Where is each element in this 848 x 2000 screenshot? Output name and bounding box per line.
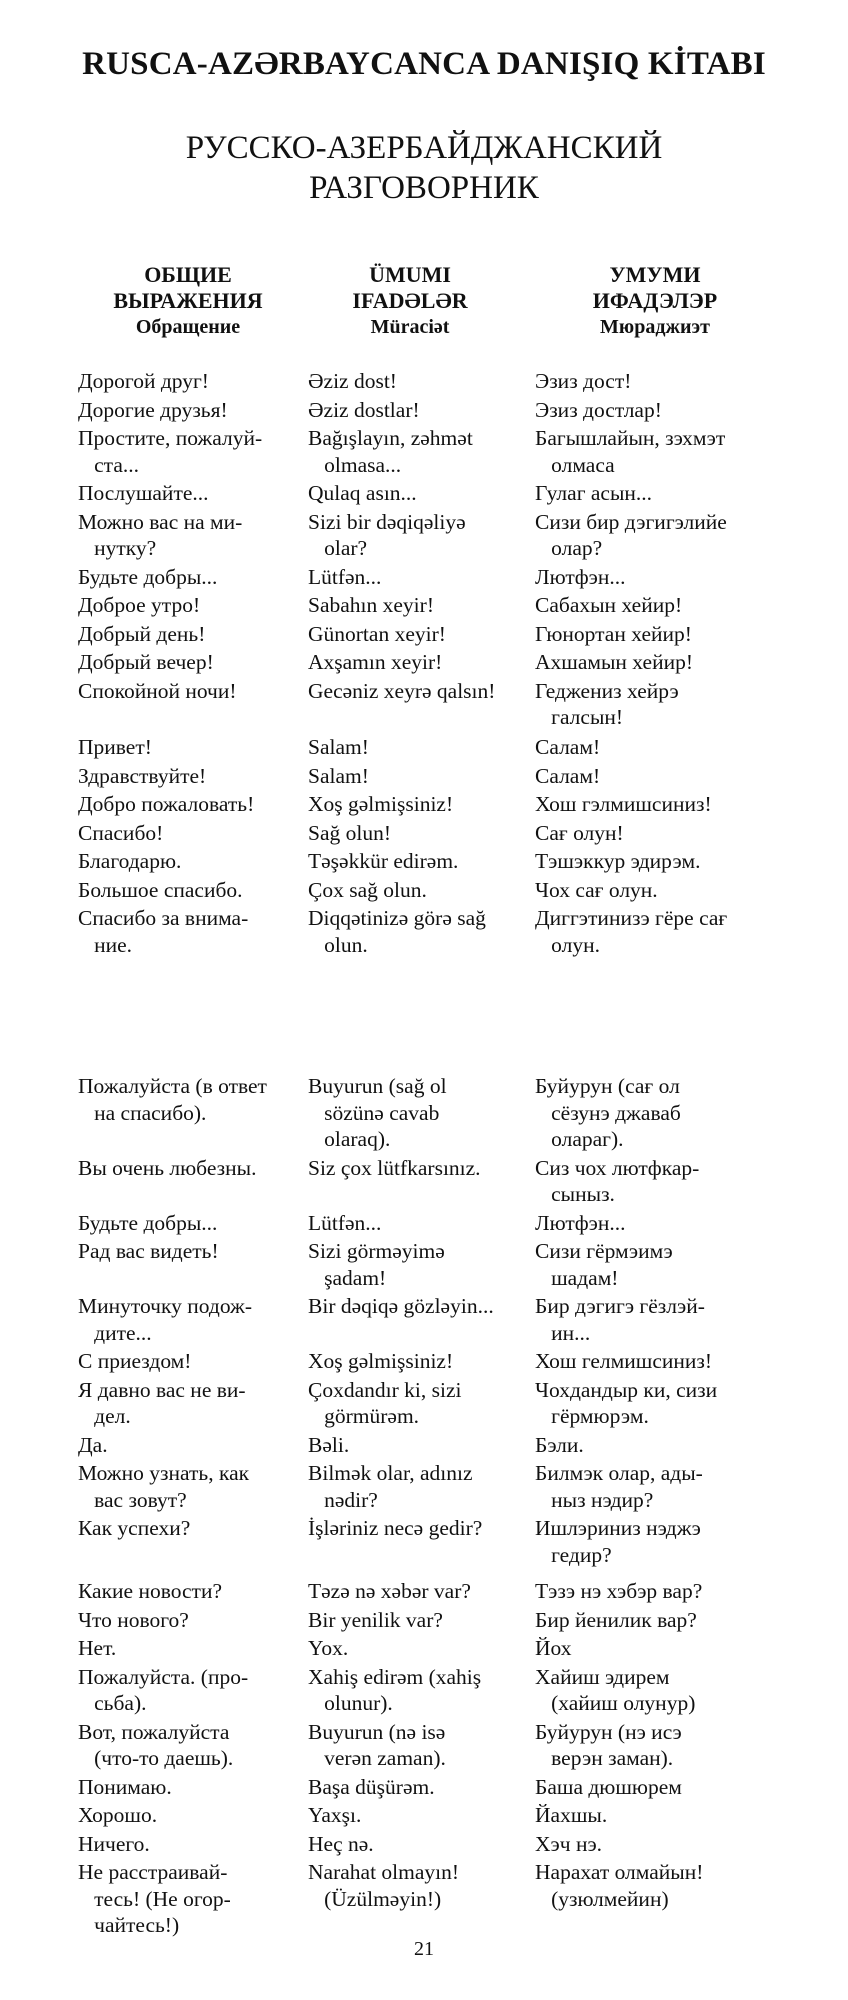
phrase-russian: Простите, пожалуй- ста... bbox=[78, 426, 263, 477]
phrase-russian: Послушайте... bbox=[78, 481, 209, 505]
phrase-russian: Привет! bbox=[78, 735, 152, 759]
phrase-row bbox=[0, 678, 848, 733]
phrase-transliteration: Сабахын хейир! bbox=[535, 593, 683, 617]
phrase-russian: Дорогие друзья! bbox=[78, 397, 228, 422]
phrase-russian: Пожалуйста. (про- сьба). bbox=[78, 1664, 249, 1715]
phrase-russian: Будьте добры... bbox=[78, 1210, 218, 1235]
column-header-russian bbox=[88, 262, 288, 340]
phrase-russian: Рад вас видеть! bbox=[78, 1239, 219, 1263]
phrase-russian: Дорогой друг! bbox=[78, 369, 209, 393]
phrase-azerbaijani: Bir dəqiqə gözləyin... bbox=[308, 1294, 494, 1318]
phrase-transliteration: Нарахат олмайын! (узюлмейин) bbox=[535, 1860, 704, 1911]
phrase-transliteration: Билмэк олар, ады- ныз нэдир? bbox=[535, 1461, 703, 1512]
phrase-azerbaijani: Bəli. bbox=[308, 1432, 350, 1457]
phrase-transliteration: Йох bbox=[535, 1636, 572, 1660]
phrase-russian: Понимаю. bbox=[78, 1774, 172, 1799]
phrase-transliteration: Гюнортан хейир! bbox=[535, 621, 692, 646]
column-header-azerbaijani bbox=[310, 262, 510, 340]
phrase-russian: Добрый день! bbox=[78, 621, 206, 646]
phrase-row bbox=[0, 1432, 848, 1461]
phrase-transliteration: Бэли. bbox=[535, 1432, 584, 1457]
column-header-line2: ИФАДЭЛЭР bbox=[592, 288, 718, 313]
phrase-russian: Я давно вас не ви- дел. bbox=[78, 1377, 246, 1428]
phrase-row bbox=[0, 1719, 848, 1774]
phrase-azerbaijani: Salam! bbox=[308, 735, 369, 759]
phrase-transliteration: Хош гэлмишсиниз! bbox=[535, 792, 712, 816]
phrase-russian: Будьте добры... bbox=[78, 564, 218, 589]
phrase-russian: Да. bbox=[78, 1432, 108, 1457]
phrase-transliteration: Баша дюшюрем bbox=[535, 1774, 682, 1799]
phrase-russian: Вот, пожалуйста (что-то даешь). bbox=[78, 1719, 234, 1770]
phrase-row bbox=[0, 763, 848, 792]
phrase-transliteration: Чохдандыр ки, сизи гёрмюрэм. bbox=[535, 1377, 718, 1428]
phrase-row bbox=[0, 1377, 848, 1432]
phrase-row bbox=[0, 1460, 848, 1515]
phrase-azerbaijani: Qulaq asın... bbox=[308, 481, 417, 505]
phrase-row bbox=[0, 397, 848, 426]
phrase-azerbaijani: Lütfən... bbox=[308, 564, 382, 589]
phrase-azerbaijani: Buyurun (sağ ol sözünə cavab olaraq). bbox=[308, 1074, 447, 1151]
phrase-section-1 bbox=[0, 368, 848, 733]
column-header-line2: IFADƏLƏR bbox=[352, 288, 468, 313]
phrase-section-3 bbox=[0, 1073, 848, 1570]
phrase-row bbox=[0, 509, 848, 564]
phrase-transliteration: Багышлайын, зэхмэт олмаса bbox=[535, 426, 726, 477]
phrase-row bbox=[0, 1515, 848, 1570]
phrase-transliteration: Геджениз хейрэ галсын! bbox=[535, 678, 679, 729]
phrase-row bbox=[0, 1802, 848, 1831]
phrase-azerbaijani: Təşəkkür edirəm. bbox=[308, 849, 459, 873]
phrase-transliteration: Эзиз достлар! bbox=[535, 397, 662, 422]
phrase-transliteration: Салам! bbox=[535, 763, 601, 788]
phrase-transliteration: Салам! bbox=[535, 735, 601, 759]
phrase-azerbaijani: Əziz dostlar! bbox=[308, 397, 420, 422]
phrase-transliteration: Сиз чох лютфкар- сыныз. bbox=[535, 1155, 700, 1206]
phrase-azerbaijani: Gecəniz xeyrə qalsın! bbox=[308, 678, 496, 703]
phrase-transliteration: Сағ олун! bbox=[535, 820, 624, 845]
phrase-transliteration: Хош гелмишсиниз! bbox=[535, 1349, 713, 1373]
phrase-row bbox=[0, 1238, 848, 1293]
phrase-row bbox=[0, 1293, 848, 1348]
phrase-azerbaijani: Yox. bbox=[308, 1636, 349, 1660]
phrase-azerbaijani: İşləriniz necə gedir? bbox=[308, 1516, 483, 1540]
title-cyrillic-line2: РАЗГОВОРНИК bbox=[309, 170, 539, 206]
phrase-row bbox=[0, 1859, 848, 1941]
phrase-azerbaijani: Əziz dost! bbox=[308, 369, 397, 393]
phrase-russian: Спокойной ночи! bbox=[78, 678, 237, 703]
phrase-azerbaijani: Yaxşı. bbox=[308, 1803, 362, 1827]
phrase-transliteration: Бир дэгигэ гёзлэй- ин... bbox=[535, 1294, 705, 1345]
phrase-row bbox=[0, 1073, 848, 1155]
phrase-transliteration: Ишлэриниз нэджэ гедир? bbox=[535, 1516, 701, 1567]
phrase-row bbox=[0, 649, 848, 678]
phrase-row bbox=[0, 734, 848, 763]
column-header-line2: ВЫРАЖЕНИЯ bbox=[113, 288, 263, 313]
phrase-row bbox=[0, 1578, 848, 1607]
phrase-row bbox=[0, 1664, 848, 1719]
column-header-sub: Мюраджиэт bbox=[600, 316, 710, 338]
phrase-row bbox=[0, 592, 848, 621]
phrase-russian: Вы очень любезны. bbox=[78, 1155, 257, 1180]
phrase-row bbox=[0, 791, 848, 820]
phrase-azerbaijani: Xoş gəlmişsiniz! bbox=[308, 1349, 454, 1373]
phrase-russian: Можно узнать, как вас зовут? bbox=[78, 1461, 250, 1512]
phrase-russian: Пожалуйста (в ответ на спасибо). bbox=[78, 1074, 267, 1125]
phrase-transliteration: Тэзэ нэ хэбэр вар? bbox=[535, 1579, 703, 1603]
title-cyrillic bbox=[0, 128, 848, 208]
phrase-azerbaijani: Sizi bir dəqiqəliyə olar? bbox=[308, 509, 466, 560]
phrase-row bbox=[0, 1635, 848, 1664]
phrase-row bbox=[0, 1607, 848, 1636]
phrase-transliteration: Хайиш эдирем (хайиш олунур) bbox=[535, 1664, 696, 1715]
phrase-russian: Добрый вечер! bbox=[78, 650, 214, 674]
phrase-row bbox=[0, 564, 848, 593]
phrase-azerbaijani: Sizi görməyimə şadam! bbox=[308, 1239, 445, 1290]
phrase-transliteration: Сизи гёрмэимэ шадам! bbox=[535, 1239, 673, 1290]
phrase-azerbaijani: Diqqətinizə görə sağ olun. bbox=[308, 906, 486, 957]
phrase-azerbaijani: Sağ olun! bbox=[308, 820, 392, 845]
phrase-azerbaijani: Çoxdandır ki, sizi görmürəm. bbox=[308, 1377, 462, 1428]
phrase-azerbaijani: Lütfən... bbox=[308, 1210, 382, 1235]
column-header-line1: ОБЩИЕ bbox=[144, 262, 232, 287]
phrase-transliteration: Эзиз дост! bbox=[535, 369, 632, 393]
phrase-russian: Благодарю. bbox=[78, 849, 182, 873]
phrase-transliteration: Лютфэн... bbox=[535, 1210, 626, 1235]
phrase-transliteration: Диггэтинизэ гёре сағ олун. bbox=[535, 906, 728, 957]
phrase-russian: Хорошо. bbox=[78, 1803, 158, 1827]
phrase-russian: Минуточку подож- дите... bbox=[78, 1294, 253, 1345]
phrase-row bbox=[0, 425, 848, 480]
phrase-transliteration: Тэшэккур эдирэм. bbox=[535, 849, 701, 873]
phrase-russian: Большое спасибо. bbox=[78, 877, 243, 902]
phrase-azerbaijani: Siz çox lütfkarsınız. bbox=[308, 1155, 481, 1180]
phrase-azerbaijani: Xoş gəlmişsiniz! bbox=[308, 792, 454, 816]
phrase-transliteration: Бир йенилик вар? bbox=[535, 1607, 697, 1632]
column-header-line1: УМУМИ bbox=[609, 262, 701, 287]
phrase-transliteration: Буйурун (сағ ол сёзунэ джаваб олараг). bbox=[535, 1074, 681, 1151]
phrase-azerbaijani: Başa düşürəm. bbox=[308, 1774, 435, 1799]
phrase-azerbaijani: Bir yenilik var? bbox=[308, 1607, 443, 1632]
phrase-azerbaijani: Sabahın xeyir! bbox=[308, 593, 434, 617]
phrase-russian: Какие новости? bbox=[78, 1579, 223, 1603]
phrase-azerbaijani: Axşamın xeyir! bbox=[308, 650, 443, 674]
phrase-russian: Нет. bbox=[78, 1636, 117, 1660]
phrase-russian: С приездом! bbox=[78, 1349, 192, 1373]
phrase-row bbox=[0, 621, 848, 650]
phrase-row bbox=[0, 1831, 848, 1860]
phrase-azerbaijani: Bilmək olar, adınız nədir? bbox=[308, 1461, 473, 1512]
phrase-transliteration: Лютфэн... bbox=[535, 564, 626, 589]
title-cyrillic-line1: РУССКО-АЗЕРБАЙДЖАНСКИЙ bbox=[185, 130, 663, 166]
column-header-sub: Müraciət bbox=[370, 316, 450, 338]
phrase-row bbox=[0, 1348, 848, 1377]
phrase-azerbaijani: Narahat olmayın! (Üzülməyin!) bbox=[308, 1860, 460, 1911]
phrase-russian: Доброе утро! bbox=[78, 593, 201, 617]
phrase-section-2 bbox=[0, 734, 848, 960]
phrase-russian: Можно вас на ми- нутку? bbox=[78, 509, 243, 560]
page-number: 21 bbox=[414, 1938, 434, 1960]
phrase-russian: Как успехи? bbox=[78, 1516, 191, 1540]
phrase-transliteration: Хэч нэ. bbox=[535, 1831, 603, 1856]
phrase-russian: Не расстраивай- тесь! (Не огор- чайтесь!) bbox=[78, 1860, 231, 1937]
phrase-azerbaijani: Buyurun (nə isə verən zaman). bbox=[308, 1719, 446, 1770]
phrase-russian: Спасибо! bbox=[78, 820, 164, 845]
phrase-azerbaijani: Təzə nə xəbər var? bbox=[308, 1579, 471, 1603]
phrase-azerbaijani: Bağışlayın, zəhmət olmasa... bbox=[308, 426, 473, 477]
phrase-section-4 bbox=[0, 1578, 848, 1941]
phrase-transliteration: Ахшамын хейир! bbox=[535, 650, 693, 674]
column-header-sub: Обращение bbox=[135, 316, 241, 338]
phrase-russian: Спасибо за внима- ние. bbox=[78, 906, 249, 957]
phrase-row bbox=[0, 905, 848, 960]
phrase-row bbox=[0, 1155, 848, 1210]
phrase-russian: Что нового? bbox=[78, 1607, 189, 1632]
column-header-transliteration bbox=[545, 262, 765, 340]
phrase-row bbox=[0, 877, 848, 906]
phrase-row bbox=[0, 1210, 848, 1239]
phrase-transliteration: Буйурун (нэ исэ верэн заман). bbox=[535, 1719, 682, 1770]
column-header-line1: ÜMUMI bbox=[369, 262, 451, 287]
title-latin: RUSCA-AZƏRBAYCANCA DANIŞIQ KİTABI bbox=[82, 46, 766, 82]
phrase-russian: Ничего. bbox=[78, 1831, 150, 1856]
phrase-row bbox=[0, 820, 848, 849]
phrase-row bbox=[0, 368, 848, 397]
phrase-transliteration: Чох сағ олун. bbox=[535, 877, 658, 902]
phrase-transliteration: Сизи бир дэгигэлийе олар? bbox=[535, 509, 727, 560]
phrase-azerbaijani: Günortan xeyir! bbox=[308, 621, 446, 646]
phrase-azerbaijani: Salam! bbox=[308, 763, 369, 788]
phrase-row bbox=[0, 480, 848, 509]
phrase-row bbox=[0, 848, 848, 877]
phrase-russian: Здравствуйте! bbox=[78, 763, 207, 788]
phrase-azerbaijani: Xahiş edirəm (xahiş olunur). bbox=[308, 1664, 482, 1715]
phrase-azerbaijani: Heç nə. bbox=[308, 1831, 374, 1856]
phrase-russian: Добро пожаловать! bbox=[78, 792, 255, 816]
phrase-transliteration: Йахшы. bbox=[535, 1803, 608, 1827]
phrase-transliteration: Гулаг асын... bbox=[535, 481, 653, 505]
phrase-azerbaijani: Çox sağ olun. bbox=[308, 877, 427, 902]
phrase-row bbox=[0, 1774, 848, 1803]
